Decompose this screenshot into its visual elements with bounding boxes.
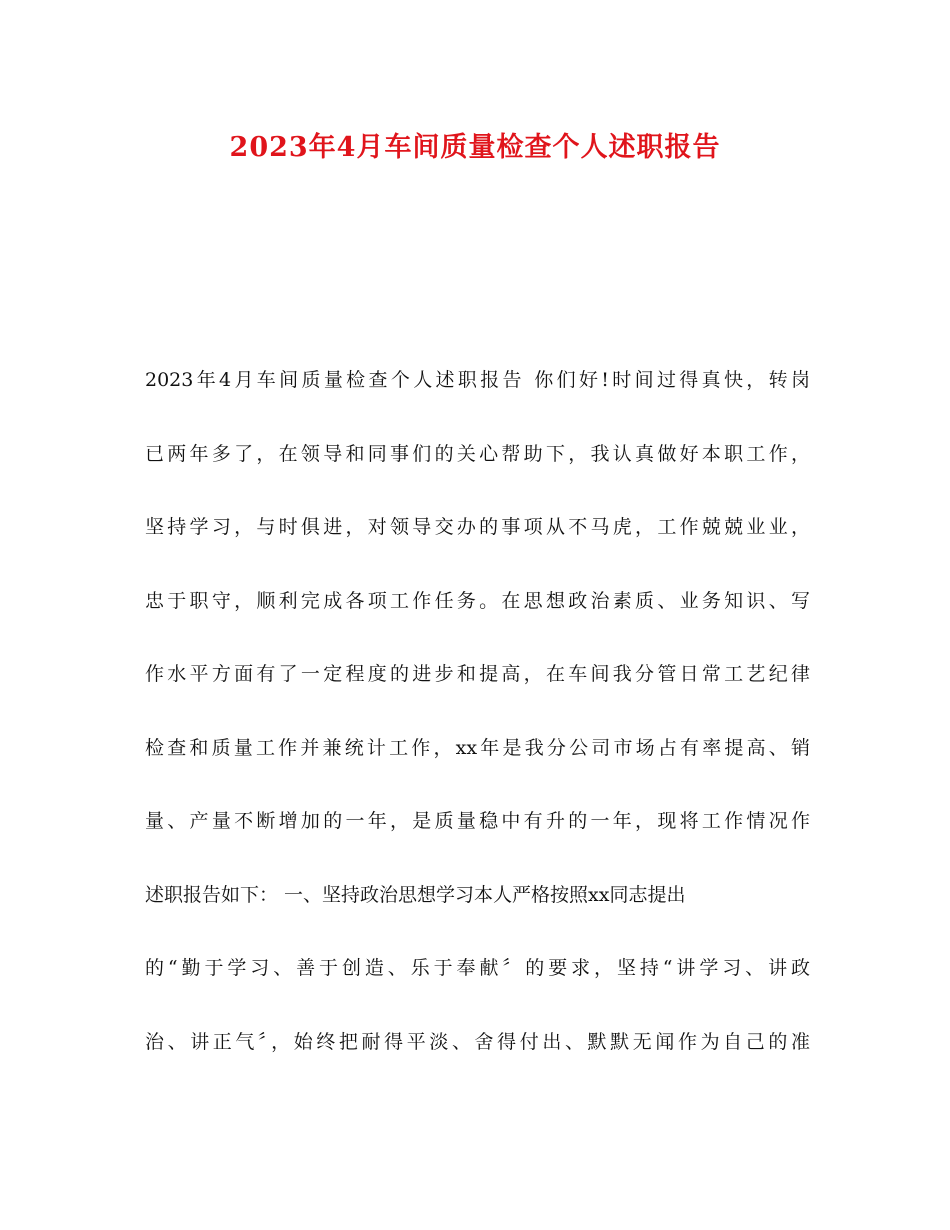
body-line-1: 2023年4月车间质量检查个人述职报告 你们好!时间过得真快，转岗 <box>145 369 810 391</box>
body-line-10: 治、讲正气〞，始终把耐得平淡、舍得付出、默默无闻作为自己的准 <box>145 1030 810 1053</box>
document-body <box>145 360 810 1095</box>
document-title: 2023年4月车间质量检查个人述职报告 <box>229 132 721 163</box>
body-line-7: 量、产量不断增加的一年，是质量稳中有升的一年，现将工作情况作 <box>145 810 810 832</box>
body-line-6: 检查和质量工作并兼统计工作，xx年是我分公司市场占有率提高、销 <box>145 736 810 759</box>
body-line-8: 述职报告如下： 一、坚持政治思想学习本人严格按照xx同志提出 <box>145 883 686 906</box>
body-line-2: 已两年多了，在领导和同事们的关心帮助下，我认真做好本职工作， <box>145 442 810 465</box>
body-line-5: 作水平方面有了一定程度的进步和提高，在车间我分管日常工艺纪律 <box>145 663 810 685</box>
body-line-3: 坚持学习，与时俱进，对领导交办的事项从不马虎，工作兢兢业业， <box>145 516 810 538</box>
body-line-9: 的“勤于学习、善于创造、乐于奉献〞的要求，坚持“讲学习、讲政 <box>145 957 810 979</box>
body-line-4: 忠于职守，顺利完成各项工作任务。在思想政治素质、业务知识、写 <box>145 589 810 612</box>
